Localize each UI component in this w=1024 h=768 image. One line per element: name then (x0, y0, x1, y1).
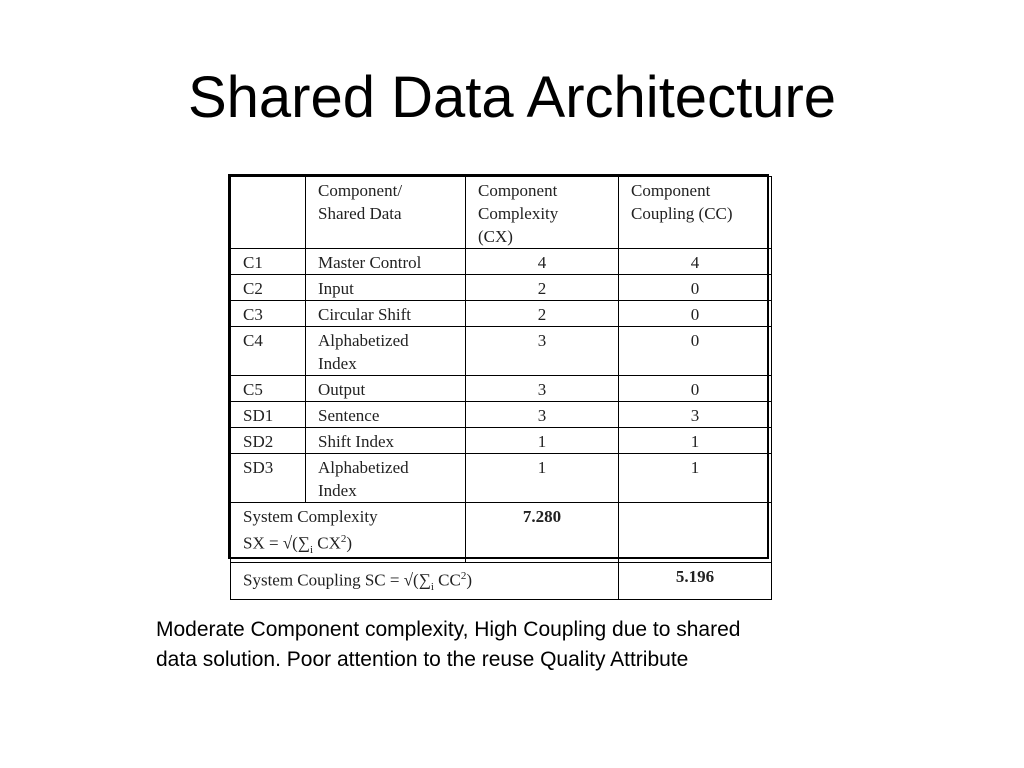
table-row (231, 428, 772, 454)
row-cx-cell: 3 (466, 376, 619, 402)
row-cc-cell: 0 (619, 376, 772, 402)
row-cc-cell: 1 (619, 428, 772, 454)
system-coupling-value: 5.196 (619, 563, 772, 600)
table-row (231, 454, 772, 503)
system-complexity-formula: SX = $√(\sum_i$ $CX^2$) (243, 533, 353, 557)
system-coupling-row (231, 563, 772, 600)
slide-caption: Moderate Component complexity, High Coupling due to shared data solution. Poor attention to the reuse Quality Attribute (156, 618, 741, 671)
system-coupling-label-cell: System Coupling SC = $√(\sum_i$ $CC^2$) (231, 563, 619, 600)
header-complexity-cell: Component Complexity (CX) (466, 177, 619, 249)
row-name-cell: Alphabetized Index (306, 454, 466, 503)
row-cx-cell: 4 (466, 249, 619, 275)
row-cx-cell: 3 (466, 327, 619, 376)
row-cx-cell: 1 (466, 428, 619, 454)
row-cx-cell: 2 (466, 301, 619, 327)
system-complexity-value: 7.280 (466, 503, 619, 563)
row-name-cell: Output (306, 376, 466, 402)
row-cc-cell: 0 (619, 327, 772, 376)
row-cc-cell: 0 (619, 301, 772, 327)
row-cc-cell: 1 (619, 454, 772, 503)
header-id-cell (231, 177, 306, 249)
row-id-cell: SD3 (231, 454, 306, 503)
table-row (231, 402, 772, 428)
table-row (231, 376, 772, 402)
row-name-cell: Sentence (306, 402, 466, 428)
row-cx-cell: 1 (466, 454, 619, 503)
row-id-cell: C4 (231, 327, 306, 376)
row-cx-cell: 2 (466, 275, 619, 301)
row-cc-cell: 4 (619, 249, 772, 275)
row-name-cell: Alphabetized Index (306, 327, 466, 376)
row-cc-cell: 0 (619, 275, 772, 301)
row-id-cell: C1 (231, 249, 306, 275)
row-cc-cell: 3 (619, 402, 772, 428)
row-id-cell: C3 (231, 301, 306, 327)
row-id-cell: SD2 (231, 428, 306, 454)
metrics-table (230, 176, 772, 600)
row-name-cell: Shift Index (306, 428, 466, 454)
system-complexity-label-cell: System Complexity SX = $√(\sum_i$ $CX^2$) (231, 503, 466, 563)
row-name-cell: Input (306, 275, 466, 301)
table-row (231, 249, 772, 275)
row-id-cell: C5 (231, 376, 306, 402)
table-row (231, 301, 772, 327)
header-component-cell: Component/ Shared Data (306, 177, 466, 249)
row-id-cell: C2 (231, 275, 306, 301)
system-complexity-empty-cell (619, 503, 772, 563)
header-coupling-cell: Component Coupling (CC) (619, 177, 772, 249)
metrics-table-frame (228, 174, 769, 594)
row-cx-cell: 3 (466, 402, 619, 428)
slide-title: Shared Data Architecture (187, 65, 837, 130)
table-row (231, 327, 772, 376)
row-id-cell: SD1 (231, 402, 306, 428)
table-header-row (231, 177, 772, 249)
system-complexity-row (231, 503, 772, 563)
table-row (231, 275, 772, 301)
row-name-cell: Circular Shift (306, 301, 466, 327)
row-name-cell: Master Control (306, 249, 466, 275)
